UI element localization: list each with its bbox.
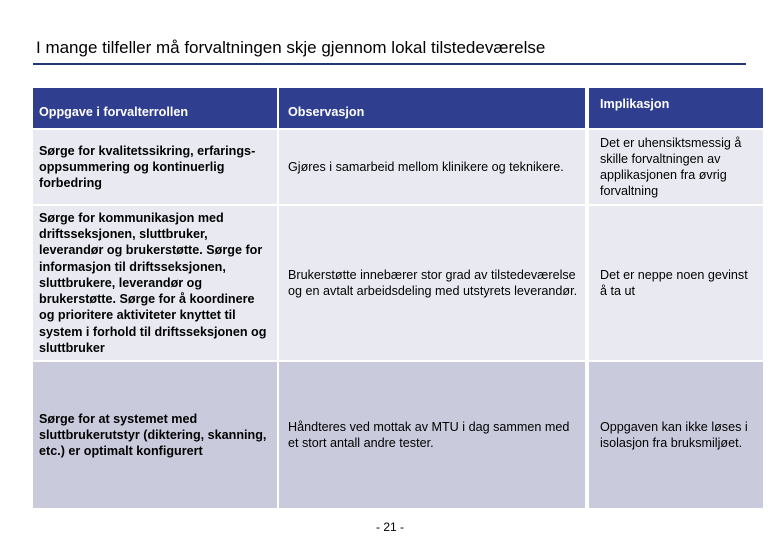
row1-task xyxy=(33,130,277,204)
row2-implication xyxy=(589,206,763,360)
row1-implication xyxy=(589,130,763,204)
header-observation xyxy=(279,88,585,128)
header-task xyxy=(33,88,277,128)
row3-task xyxy=(33,362,277,508)
slide-title: I mange tilfeller må forvaltningen skje gjennom lokal tilstedeværelse xyxy=(36,38,546,57)
row1-implication-text: Det er uhensiktsmessig å skille forvaltningen av applikasjonen fra øvrig forvaltning xyxy=(600,135,742,199)
row2-observation-text: Brukerstøtte innebærer stor grad av tilstedeværelse og en avtalt arbeidsdeling med utstyrets leverandør. xyxy=(288,267,578,298)
row3-implication-text: Oppgaven kan ikke løses i isolasjon fra bruksmiljøet. xyxy=(600,419,748,450)
row3-observation-text: Håndteres ved mottak av MTU i dag sammen med et stort antall andre tester. xyxy=(288,419,570,450)
row1-task-text: Sørge for kvalitetssikring, erfarings- oppsummering og kontinuerlig forbedring xyxy=(39,143,256,191)
row2-task xyxy=(33,206,277,360)
title-underline xyxy=(33,63,746,65)
header-implication-label: Implikasjon xyxy=(600,97,670,111)
header-task-label: Oppgave i forvalterrollen xyxy=(39,104,189,119)
page-number: - 21 - xyxy=(375,520,404,534)
header-observation-label: Observasjon xyxy=(288,104,365,119)
row2-observation xyxy=(279,206,585,360)
header-implication xyxy=(589,88,763,128)
row3-implication xyxy=(589,362,763,508)
row3-task-text: Sørge for at systemet med sluttbrukerutstyr (diktering, skanning, etc.) er optimalt konfigurert xyxy=(39,411,267,459)
row3-observation xyxy=(279,362,585,508)
row1-observation-text: Gjøres i samarbeid mellom klinikere og teknikere. xyxy=(288,159,564,174)
row1-observation xyxy=(279,130,585,204)
row2-task-text: Sørge for kommunikasjon med driftsseksjonen, sluttbruker, leverandør og brukerstøtte. Sørge for informasjon til driftsseksjonen, sluttbrukere, leverandør og brukerstøtte. Sørge for å koordinere og prioritere aktiviteter knyttet til system i forhold til driftsseksjonen og sluttbruker xyxy=(39,211,267,355)
row2-implication-text: Det er neppe noen gevinst å ta ut xyxy=(600,267,748,298)
